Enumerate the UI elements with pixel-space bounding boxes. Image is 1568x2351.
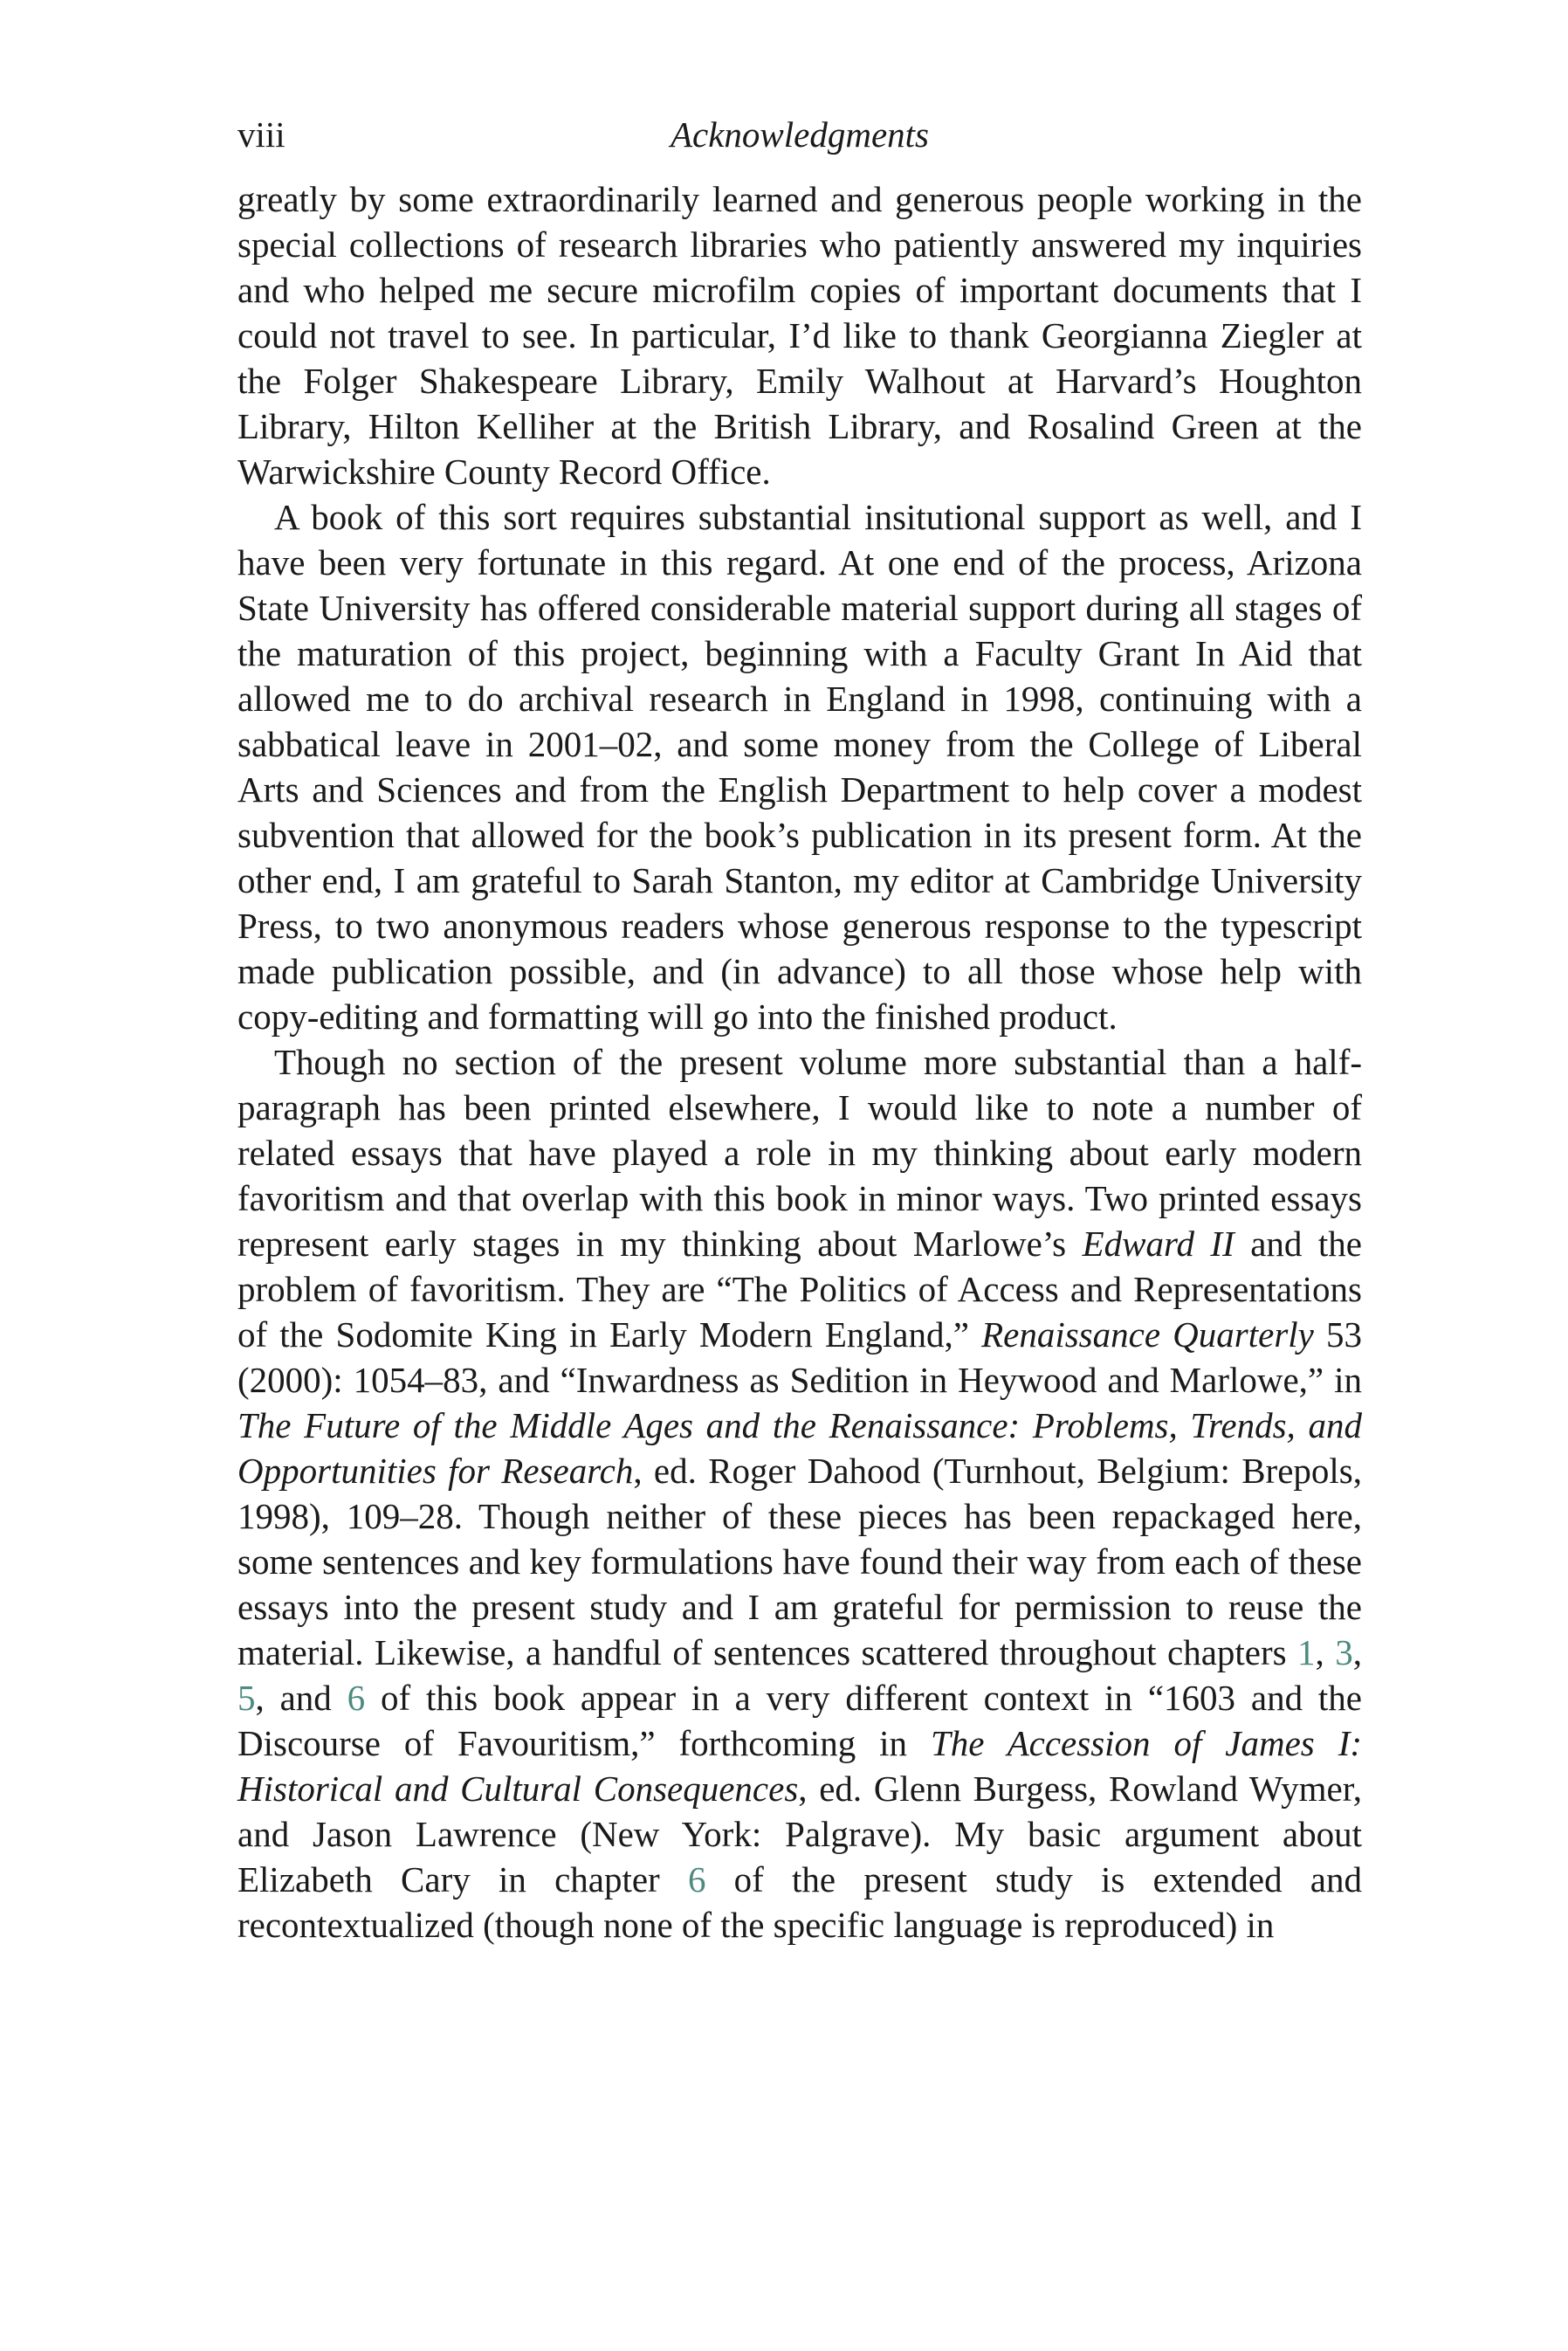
- text-run: 53 (2000): 1054–83, and “Inwardness as Sedition in Heywood and Marlowe,” in: [237, 1314, 1363, 1400]
- text-run: Though no section of the present volume more substantial than a half-paragraph has been printed elsewhere, I would like to note a number of related essays that have played a role in my thinking about early modern favoritism and that overlap with this book in minor ways. Two printed essays represent early stages in my thinking about Marlowe’s: [237, 1042, 1362, 1264]
- text-run: , ed. Glenn Burgess, Rowland Wymer, and Jason Lawrence (New York: Palgrave). My basic argument about Elizabeth Cary in chapter: [237, 1768, 1363, 1899]
- text-run: and the problem of favoritism. They are “The Politics of Access and Representations of the Sodomite King in Early Modern England,”: [237, 1224, 1362, 1355]
- book-page: [237, 112, 1362, 1948]
- text-run: , ed. Roger Dahood (Turnhout, Belgium: Brepols, 1998), 109–28. Though neither of these pieces has been repackaged here, some sentences and key formulations have found their way from each of these essays into the present study and I am grateful for permission to reuse the material. Likewise, a handful of sentences scattered throughout chapters: [237, 1451, 1362, 1672]
- text-run: of the present study is extended and recontextualized (though none of the specific language is reproduced) in: [237, 1859, 1363, 1945]
- running-title: Acknowledgments: [670, 114, 930, 155]
- text-run: of this book appear in a very different context in “1603 and the Discourse of Favouritism,” forthcoming in: [237, 1678, 1362, 1763]
- text-run: ,: [1315, 1632, 1336, 1672]
- chapter-5-link[interactable]: 5: [237, 1678, 256, 1718]
- text-run: ,: [1352, 1632, 1362, 1672]
- paragraph-1: greatly by some extraordinarily learned and generous people working in the special collections of research libraries who patiently answered my inquiries and who helped me secure microfilm copies of important documents that I could not travel to see. In particular, I’d like to thank Georgianna Ziegler at the Folger Shakespeare Library, Emily Walhout at Harvard’s Houghton Library, Hilton Kelliher at the British Library, and Rosalind Green at the Warwickshire County Record Office.: [237, 179, 1362, 492]
- chapter-6-link[interactable]: 6: [347, 1678, 366, 1718]
- italic-title-future-of-middle-ages: The Future of the Middle Ages and the Renaissance: Problems, Trends, and Opportunities for Research: [237, 1405, 1362, 1491]
- paragraph-3: [237, 1039, 1362, 1948]
- italic-title-accession-of-james: The Accession of James I: Historical and Cultural Consequences: [237, 1723, 1362, 1809]
- running-head: [237, 112, 1362, 168]
- chapter-6-link-second[interactable]: 6: [687, 1859, 706, 1899]
- chapter-3-link[interactable]: 3: [1335, 1632, 1353, 1672]
- italic-title-renaissance-quarterly: Renaissance Quarterly: [981, 1314, 1314, 1355]
- page-number: viii: [237, 114, 285, 155]
- paragraph-2: A book of this sort requires substantial insitutional support as well, and I have been very fortunate in this regard. At one end of the process, Arizona State University has offered considerable material support during all stages of the maturation of this project, beginning with a Faculty Grant In Aid that allowed me to do archival research in England in 1998, continuing with a sabbatical leave in 2001–02, and some money from the College of Liberal Arts and Sciences and from the English Department to help cover a modest subvention that allowed for the book’s publication in its present form. At the other end, I am grateful to Sarah Stanton, my editor at Cambridge University Press, to two anonymous readers whose generous response to the typescript made publication possible, and (in advance) to all those whose help with copy-editing and formatting will go into the finished product.: [237, 497, 1362, 1037]
- text-run: , and: [255, 1678, 347, 1718]
- chapter-1-link[interactable]: 1: [1297, 1632, 1316, 1672]
- italic-title-edward-ii: Edward II: [1082, 1224, 1234, 1264]
